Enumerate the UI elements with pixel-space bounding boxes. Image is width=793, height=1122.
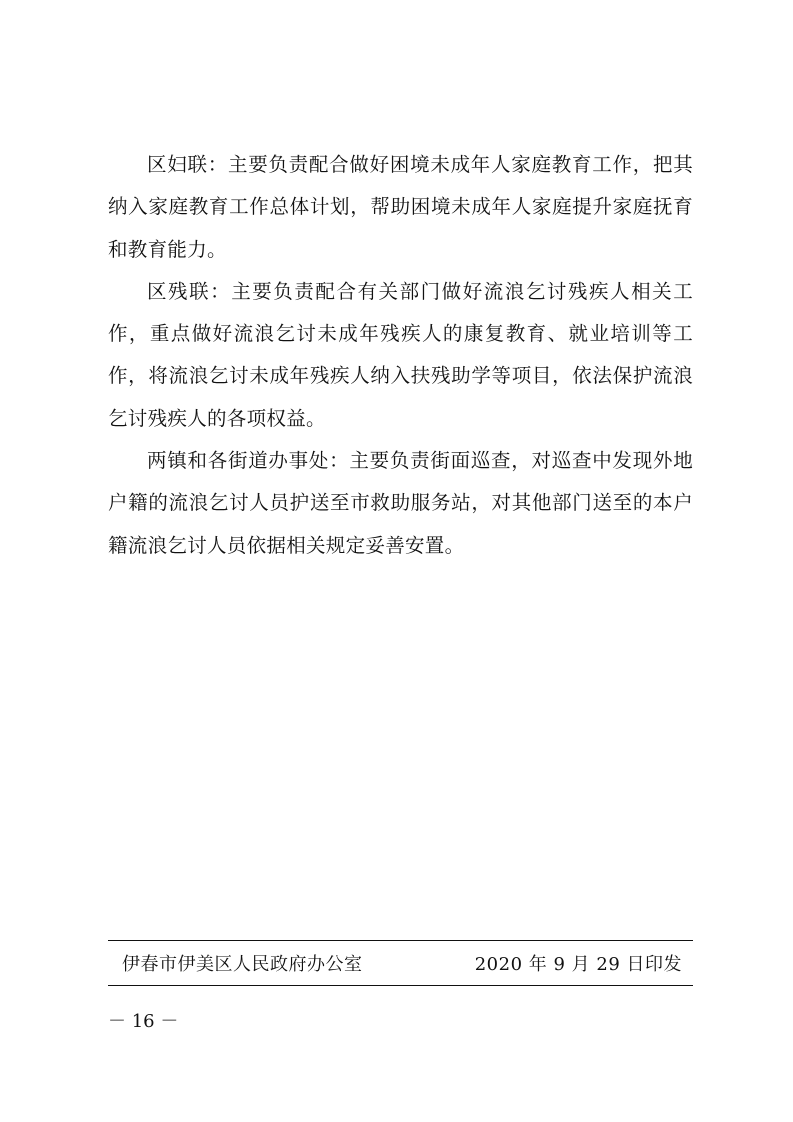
issuer-name: 伊春市伊美区人民政府办公室 (122, 954, 363, 975)
paragraph-women-federation (108, 144, 693, 271)
paragraph-text: 主要负责街面巡查，对巡查中发现外地户籍的流浪乞讨人员护送至市救助服务站，对其他部门送至的本户籍流浪乞讨人员依据相关规定妥善安置。 (108, 449, 693, 557)
paragraph-lead: 两镇和各街道办事处： (147, 449, 350, 473)
page-number: － 16 － (108, 1011, 179, 1032)
issue-date: 2020 年 9 月 29 日印发 (474, 954, 682, 975)
document-body (108, 144, 693, 567)
issuance-footer (122, 948, 682, 982)
footer-bottom-rule (108, 985, 693, 986)
paragraph-lead: 区残联： (147, 279, 232, 303)
paragraph-lead: 区妇联： (147, 153, 228, 176)
footer-top-rule (108, 940, 693, 941)
paragraph-text: 主要负责配合做好困境未成年人家庭教育工作，把其纳入家庭教育工作总体计划，帮助困境未成年人家庭提升家庭抚育和教育能力。 (108, 153, 693, 261)
paragraph-text: 主要负责配合有关部门做好流浪乞讨残疾人相关工作，重点做好流浪乞讨未成年残疾人的康复教育、就业培训等工作，将流浪乞讨未成年残疾人纳入扶残助学等项目，依法保护流浪乞讨残疾人的各项权益。 (108, 279, 694, 430)
paragraph-towns-streets (108, 440, 693, 567)
paragraph-disabled-federation (108, 271, 693, 440)
